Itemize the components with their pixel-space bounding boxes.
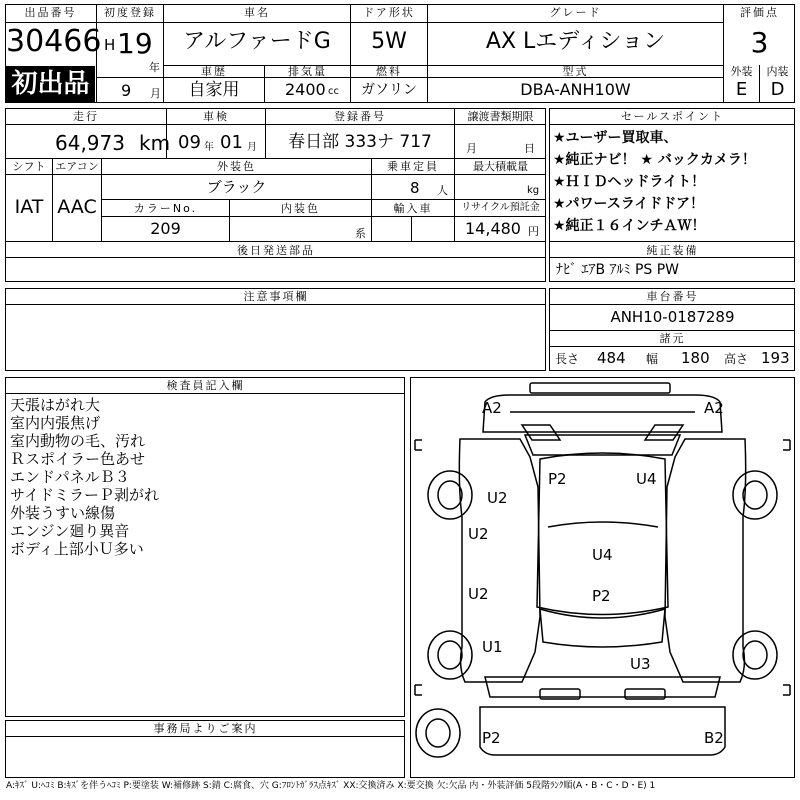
mileage: 64,973 xyxy=(55,131,125,155)
inspection-month-unit: 月 xyxy=(247,142,257,153)
damage-mark-hood-left: P2 xyxy=(548,470,567,488)
sales-point-line: ★ユーザー買取車、 xyxy=(553,130,678,146)
first-reg-year: 19 xyxy=(117,27,153,60)
car-outline-drawing xyxy=(410,377,795,778)
shift: IAT xyxy=(14,196,44,218)
damage-mark-left-front: U2 xyxy=(487,489,508,507)
lot-number: 30466 xyxy=(6,24,102,59)
car-name: アルファードG xyxy=(183,29,331,54)
plate-label: 登録番号 xyxy=(334,110,386,123)
sales-points-label: セールスポイント xyxy=(620,110,724,123)
damage-mark-left-mid: U2 xyxy=(468,525,489,543)
inspector-line: エンジン廻り異音 xyxy=(10,522,130,540)
width: 180 xyxy=(681,349,710,367)
inspection-label: 車検 xyxy=(203,110,229,123)
transfer-label: 譲渡書類期限 xyxy=(467,110,534,123)
sales-point-line: ★純正１６インチＡＷ！ xyxy=(553,218,706,234)
damage-mark-front-right: A2 xyxy=(704,399,724,417)
damage-mark-rear: U3 xyxy=(630,655,651,673)
score-label: 評価点 xyxy=(740,6,779,19)
inspection-year-unit: 年 xyxy=(204,142,214,153)
model: DBA-ANH10W xyxy=(520,80,631,99)
sales-point-line: ★ＨＩＤヘッドライト！ xyxy=(553,174,706,190)
score: 3 xyxy=(750,26,769,59)
damage-mark-roof-bottom: P2 xyxy=(592,587,611,605)
sales-point-line: ★パワースライドドア！ xyxy=(553,196,705,212)
model-label: 型式 xyxy=(562,65,589,78)
capacity-unit: 人 xyxy=(437,184,448,197)
damage-legend: A:ｷｽﾞ U:ﾍｺﾐ B:ｷｽﾞを伴うﾍｺﾐ P:要塗装 W:補修跡 S:錆 C:腐食、穴 G:ﾌﾛﾝﾄｶﾞﾗｽ点ｷｽﾞ XX:交換済み X:要交換 欠:欠品 内・外装評価 5段階ﾗﾝｸ順(A・B・C・D・E) 1 xyxy=(6,781,656,791)
exterior-color-label: 外装色 xyxy=(217,160,256,173)
grade: AX Lエディション xyxy=(485,29,666,54)
max-load-unit: kg xyxy=(527,185,540,196)
shift-label: シフト xyxy=(12,160,46,173)
office-label: 事務局よりご案内 xyxy=(153,722,258,735)
displacement-unit: cc xyxy=(328,86,339,97)
mileage-unit: km xyxy=(139,131,171,155)
inspector-line: 室内動物の毛、汚れ xyxy=(10,432,146,450)
year-unit: 年 xyxy=(149,61,160,74)
door-label: ドア形状 xyxy=(363,6,415,19)
interior-score: D xyxy=(770,79,785,100)
fuel-label: 燃料 xyxy=(376,65,402,78)
color-no: 209 xyxy=(150,219,181,238)
plate-number: 春日部 333ナ 717 xyxy=(288,132,432,152)
grade-label: グレード xyxy=(549,6,602,19)
interior-color-unit: 系 xyxy=(355,227,366,240)
recycle-unit: 円 xyxy=(528,225,539,238)
recycle-label: リサイクル預託金 xyxy=(461,202,540,213)
inspector-line: 天張はがれ大 xyxy=(10,396,101,414)
ac-label: エアコン xyxy=(55,160,99,173)
capacity-label: 乗車定員 xyxy=(387,160,439,173)
history: 自家用 xyxy=(188,80,240,100)
inspector-line: サイドミラーＰ剥がれ xyxy=(10,486,159,504)
inspection-month: 01 xyxy=(220,132,243,153)
history-label: 車歴 xyxy=(201,65,227,78)
first-reg-label: 初度登録 xyxy=(104,6,156,19)
inspector-line: 室内内張焦げ xyxy=(10,414,101,432)
inspector-label: 検査員記入欄 xyxy=(166,379,245,392)
ac: AAC xyxy=(57,196,97,218)
length: 484 xyxy=(597,349,626,367)
color-no-label: カラーNo. xyxy=(133,202,198,215)
transfer-month-unit: 月 xyxy=(466,142,477,155)
notes-label: 注意事項欄 xyxy=(243,290,309,303)
inspector-line: ボディ上部小Ｕ多い xyxy=(10,540,144,558)
damage-mark-front-left: A2 xyxy=(482,399,502,417)
length-label: 長さ xyxy=(555,352,580,366)
damage-mark-roof-top: U4 xyxy=(592,546,613,564)
height-label: 高さ xyxy=(724,352,749,366)
transfer-day-unit: 日 xyxy=(524,142,535,155)
first-reg-month: 9 xyxy=(121,81,132,100)
equipment-items: ﾅﾋﾞ ｴｱB ｱﾙﾐ PS PW xyxy=(556,262,680,278)
inspection-year: 09 xyxy=(178,132,201,153)
era-letter: H xyxy=(104,36,116,54)
inspector-line: 外装うすい線傷 xyxy=(10,504,116,522)
exterior-label: 外装 xyxy=(730,65,753,78)
chassis-label: 車台番号 xyxy=(646,290,699,303)
recycle-fee: 14,480 xyxy=(465,219,521,238)
sales-point-line: ★純正ナビ！ ★ バックカメラ！ xyxy=(553,152,756,168)
damage-mark-hood-right: U4 xyxy=(636,470,657,488)
inspector-line: Ｒスポイラー色あせ xyxy=(10,450,146,468)
width-label: 幅 xyxy=(646,352,659,366)
fuel: ガソリン xyxy=(361,82,417,98)
interior-color-label: 内装色 xyxy=(281,202,320,215)
exterior-score: E xyxy=(735,79,748,100)
later-parts-label: 後日発送部品 xyxy=(237,244,315,257)
lot-number-label: 出品番号 xyxy=(24,6,77,19)
chassis-number: ANH10-0187289 xyxy=(610,308,735,326)
equipment-label: 純正装備 xyxy=(646,244,699,257)
height: 193 xyxy=(761,349,790,367)
exterior-color: ブラック xyxy=(206,178,267,196)
car-name-label: 車名 xyxy=(244,6,270,19)
damage-mark-rear-left: P2 xyxy=(482,729,501,747)
damage-mark-rear-right: B2 xyxy=(704,729,724,747)
month-unit: 月 xyxy=(150,87,161,100)
damage-mark-left-back: U1 xyxy=(482,638,503,656)
capacity: 8 xyxy=(410,179,420,197)
interior-label: 内装 xyxy=(766,65,789,78)
damage-mark-left-rear: U2 xyxy=(468,585,489,603)
door-type: 5W xyxy=(371,29,407,54)
mileage-label: 走行 xyxy=(73,110,99,123)
car-condition-diagram xyxy=(410,377,795,778)
first-listing-badge: 初出品 xyxy=(6,66,95,102)
max-load-label: 最大積載量 xyxy=(473,160,528,173)
import-label: 輸入車 xyxy=(393,202,433,215)
displacement: 2400 xyxy=(285,80,326,99)
displacement-label: 排気量 xyxy=(288,65,327,78)
inspector-line: エンドパネルＢ３ xyxy=(10,468,130,486)
dimensions-label: 諸元 xyxy=(659,332,686,345)
